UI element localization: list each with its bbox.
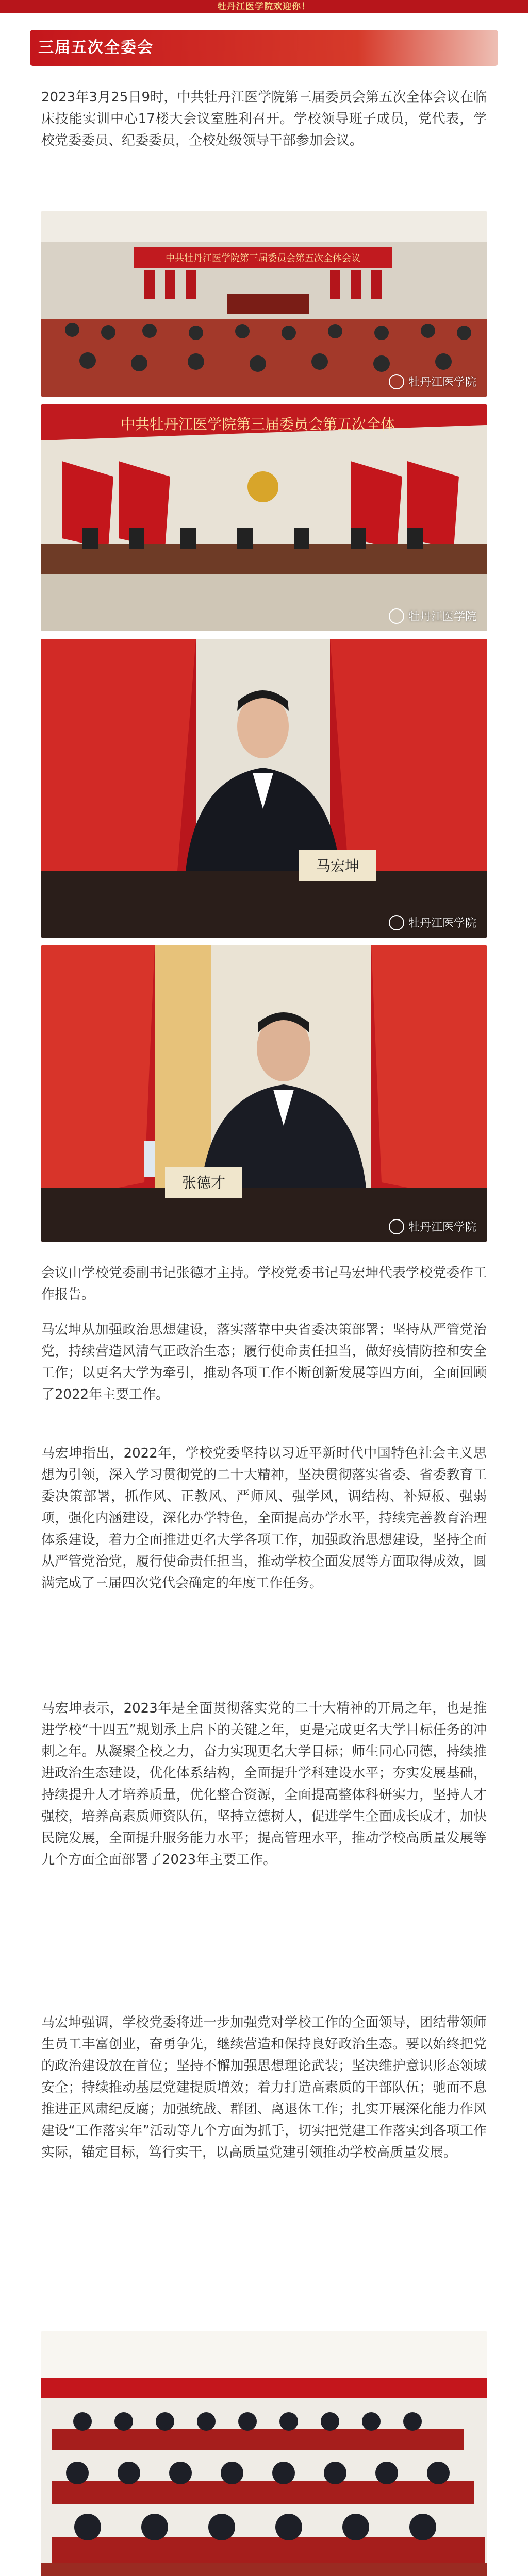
paragraph-5: 马宏坤表示，2023年是全面贯彻落实党的二十大精神的开局之年，也是推进学校“十四五”规划承上启下的关键之年，更是完成更名大学目标任务的冲刺之年。从凝聚全校之力，奋力实现更名大学目标；师生同心同德，持续推进政治生态建设，优化体系结构，全面提升学科建设水平；夯实发展基础，持续提升人才培养质量，优化整合资源，全面提高整体科研实力，坚持人才强校，培养高素质师资队伍，坚持立德树人，促进学生全面成长成才，加快民院发展，全面提升服务能力水平；提高管理水平，推动学校高质量发展等九个方面全面部署了2023年主要工作。 [41,1701,487,1868]
paragraph-6: 马宏坤强调，学校党委将进一步加强党对学校工作的全面领导，团结带领师生员工丰富创业，奋勇争先，继续营造和保持良好政治生态。要以始终把党的政治建设放在首位；坚持不懈加强思想理论武装；坚决维护意识形态领域安全；持续推动基层党建提质增效；着力打造高素质的干部队伍；驰而不息推进正风肃纪反腐；加强统战、群团、离退休工作；扎实开展深化能力作风建设“工作落实年”活动等九个方面为抓手，切实把党建工作落实到各项工作实际，锚定目标，笃行实干，以高质量党建引领推动学校高质量发展。 [41,2015,487,2160]
paragraph-4: 马宏坤指出，2022年，学校党委坚持以习近平新时代中国特色社会主义思想为引领，深入学习贯彻党的二十大精神，坚决贯彻落实省委、省委教育工委决策部署，抓作风、正教风、严师风、强学风，调结构、补短板、强弱项，强化内涵建设，深化办学特色，全面提高办学水平，持续完善教育治理体系建设，着力全面推进更名大学各项工作，加强政治思想建设，坚持全面从严管党治党，履行使命责任担当，推动学校全面发展等方面取得成效，圆满完成了三届四次党代会确定的年度工作任务。 [41,1446,487,1591]
section-title: 三届五次全委会 [30,30,498,66]
school-logo-icon [389,1219,404,1234]
photo-speaker-1 [41,639,487,938]
photo-delegates [41,2331,487,2576]
meeting-hall-image [41,211,487,397]
watermark: 牡丹江医学院 [389,914,476,930]
watermark: 牡丹江医学院 [389,1218,476,1234]
paragraph-1: 2023年3月25日9时，中共牡丹江医学院第三届委员会第五次全体会议在临床技能实训中心17楼大会议室胜利召开。学校领导班子成员，党代表，学校党委委员、纪委委员，全校处级领导干部参加会议。 [41,90,487,148]
banner-2-text: 中共牡丹江医学院第三届委员会第五次全体 [120,416,395,433]
nameplate-1: 马宏坤 [316,857,360,874]
speaker-1-image [41,639,487,938]
nameplate-2: 张德才 [182,1174,226,1191]
watermark: 牡丹江医学院 [389,374,476,389]
paragraph-2: 会议由学校党委副书记张德才主持。学校党委书记马宏坤代表学校党委作工作报告。 [41,1265,487,1302]
school-logo-icon [389,374,404,389]
paragraph-3: 马宏坤从加强政治思想建设，落实落靠中央省委决策部署；坚持从严管党治党，持续营造风清气正政治生态；履行使命责任担当，做好疫情防控和安全工作；以更名大学为牵引，推动各项工作不断创新发展等四方面，全面回顾了2022年主要工作。 [41,1322,487,1402]
welcome-banner: 牡丹江医学院欢迎你！ [218,2,310,12]
school-logo-icon [389,915,404,930]
photo-rostrum [41,404,487,631]
school-logo-icon [389,608,404,624]
photo-meeting-hall [41,211,487,397]
watermark: 牡丹江医学院 [389,608,476,624]
speaker-2-image [41,945,487,1242]
rostrum-image [41,404,487,631]
delegates-image [41,2331,487,2576]
photo-speaker-2 [41,945,487,1242]
banner-1-text: 中共牡丹江医学院第三届委员会第五次全体会议 [166,253,360,264]
